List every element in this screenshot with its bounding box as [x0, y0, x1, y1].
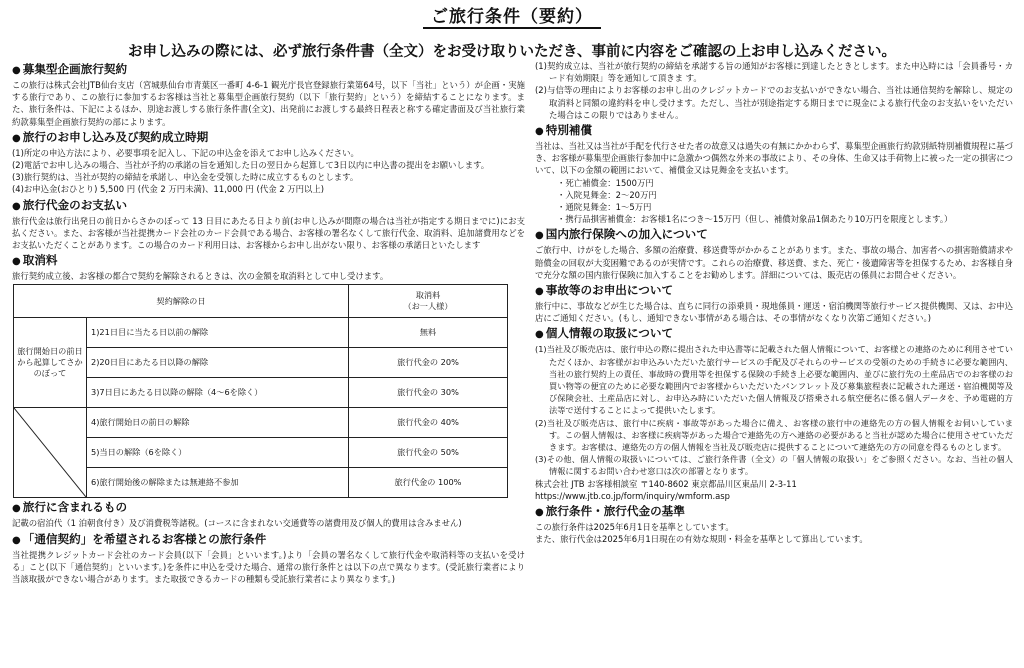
heading-text: 旅行代金のお支払い — [22, 197, 128, 212]
payment-body: 旅行代金は旅行出発日の前日からさかのぼって 13 日目にあたる日より前(お申し込みが間際の場合は当社が指定する期日までに)にお支払ください。また、お客様が当社提携カード会社のカード会員である場合、お客様の署名なくして旅行代金、取消料、追加諸費用などをお支払いただくことがあります。この場合のカード利用日は、お客様からお申し出がない限り、お客様の承諾日といたします — [12, 215, 525, 251]
section-heading-contract — [12, 62, 525, 78]
bullet-icon: ● — [12, 503, 21, 515]
table-cell-fee: 旅行代金の 40% — [349, 408, 508, 438]
list-item: (2)当社及び販売店は、旅行中に疾病・事故等があった場合に備え、お客様の旅行中の連絡先の方の個人情報をお伺いしています。この個人情報は、お客様に疾病等があった場合で連絡先の方へ連絡の必要があると当社が認めた場合に使用させていただきます。お客様は、連絡先の方の個人情報を当社及び販売店に提供することについて連絡先の方の同意を得るものとします。 — [535, 417, 1013, 453]
table-cell-when: 3)7日目にあたる日以降の解除（4～6を除く） — [87, 378, 349, 408]
table-cell-fee: 旅行代金の 100% — [349, 468, 508, 498]
telecom-contract-body: 当社提携クレジットカード会社のカード会員(以下「会員」といいます。)より「会員の署名なくして旅行代金や取消料等の支払いを受ける」こと(以下「通信契約」といいます。)を条件に申込を受けた場合、通常の旅行条件とは以下の点で異なります。(受託旅行業者により当該取扱ができない場合があります。また取扱できるカードの種類も受託旅行業者により異なります。) — [12, 549, 525, 585]
section-heading-accident — [535, 283, 1013, 299]
table-header-row — [14, 285, 508, 318]
diagonal-line — [14, 408, 86, 497]
table-row — [14, 378, 508, 408]
cancellation-body: 旅行契約成立後、お客様の都合で契約を解除されるときは、次の金額を取消料として申し受けます。 — [12, 271, 389, 282]
bullet-icon: ● — [535, 329, 544, 341]
heading-text: 募集型企画旅行契約 — [22, 62, 128, 76]
notice-banner: お申し込みの際には、必ず旅行条件書（全文）をお受け取りいただき、事前に内容をご確認の上お申し込みください。 — [128, 44, 896, 60]
table-cell-when: 6)旅行開始後の解除または無連絡不参加 — [87, 468, 349, 498]
heading-text: 事故等のお申出について — [545, 283, 674, 298]
company-contact: 株式会社 JTB お客様相談室 〒140-8602 東京都品川区東品川 2-3-11 — [535, 478, 797, 489]
heading-text: 個人情報の取扱について — [545, 326, 674, 341]
heading-text: 「通信契約」を希望されるお客様との旅行条件 — [22, 531, 267, 546]
list-item: (1)当社及び販売店は、旅行申込の際に提出された申込書等に記載された個人情報について、お客様との連絡のために利用させていただくほか、お客様がお申込みいただいた旅行サービスの手配及びそれらのサービスの受領のための手続きに必要な範囲内、当社の旅行契約上の責任、事故時の費用等を担保する保険の手続き上必要な範囲内、並びに旅行先の土産品店でのお客様のお買い物等の便宜のために必要な範囲内でお客様からいただいたパンフレット及び募集旅程表に記載された運送・宿泊機関等及び保険会社、土産品店に対し、お申込み時にいただいた個人情報及び搭乗される航空便名に係る個人データを、予め電磁的方法等で送付することによって提供いたします。 — [535, 344, 1013, 416]
section-heading-payment — [12, 198, 525, 214]
table-side-label: 旅行開始日の前日から起算してさかのぼって — [14, 318, 87, 408]
section-heading-privacy — [535, 326, 1013, 342]
page-title — [0, 2, 1024, 27]
fee-header-line1: 取消料 — [415, 290, 441, 301]
heading-text: 旅行に含まれるもの — [22, 500, 128, 515]
bullet-icon: ● — [535, 126, 544, 138]
cancellation-table — [13, 284, 508, 498]
inquiry-url: https://www.jtb.co.jp/form/inquiry/wmform.asp — [535, 490, 730, 501]
special-compensation-body: 当社は、当社又は当社が手配を代行させた者の故意又は過失の有無にかかわらず、募集型企画旅行約款別紙特別補償規程に基づき、お客様が募集型企画旅行参加中に急激かつ偶然な外来の事故により、その身体、生命又は手荷物上に被った一定の損害について、以下の金額の範囲において、補償金又は見舞金を支払います。 — [535, 141, 1013, 176]
section-heading-included — [12, 500, 525, 516]
contract-body: この旅行は株式会社JTB仙台支店（宮城県仙台市青葉区一番町 4-6-1 観光庁長官登録旅行業第64号，以下「当社」という）が企画・実施する旅行であり、この旅行に参加するお客様は当社と募集型企画旅行契約（以下「旅行契約」という）を締結することになります。また、旅行条件は、下記によるほか、別途お渡しする旅行条件書(全文)、出発前にお渡しする最終日程表と称する確定書面及び当社旅行業約款募集型企画旅行契約の部によります。 — [12, 80, 525, 127]
included-body: 記載の宿泊代（1 泊朝食付き）及び消費税等諸税。(コースに含まれない交通費等の諸費用及び個人的費用は含みません) — [12, 518, 462, 529]
heading-text: 旅行のお申し込み及び契約成立時期 — [22, 129, 209, 144]
bullet-icon: ● — [535, 507, 544, 519]
section-heading-basis — [535, 504, 1013, 520]
list-item: (4)お申込金(おひとり) 5,500 円 (代金 2 万円未満)、11,000 円 (代金 2 万円以上) — [12, 184, 324, 195]
heading-text: 特別補償 — [545, 123, 593, 138]
insurance-body: ご旅行中、けがをした場合、多額の治療費、移送費等がかかることがあります。また、事故の場合、加害者への損害賠償請求や賠償金の回収が大変困難であるのが実情です。これらの治療費、移送費、また、死亡・後遺障害等を担保するため、お客様自身で充分な額の国内旅行保険に加入することをお勧めします。詳細については、販売店の係員にお問合せください。 — [535, 245, 1013, 280]
list-item: ・通院見舞金：1～5万円 — [557, 202, 652, 213]
section-heading-cancellation — [12, 253, 525, 269]
bullet-icon: ● — [535, 230, 544, 242]
bullet-icon: ● — [12, 65, 21, 76]
heading-text: 国内旅行保険への加入について — [545, 227, 708, 242]
table-row — [14, 468, 508, 498]
bullet-icon: ● — [12, 200, 21, 212]
table-cell-fee: 無料 — [349, 318, 508, 348]
table-diagonal-cell — [14, 408, 87, 498]
heading-text: 旅行条件・旅行代金の基準 — [545, 504, 685, 519]
table-header-fee — [349, 285, 508, 318]
list-item: この旅行条件は2025年6月1日を基準としています。 — [535, 522, 734, 533]
list-item: (3)その他、個人情報の取扱いについては、ご旅行条件書（全文）の「個人情報の取扱い」をご参照ください。なお、当社の個人情報に関するお問い合わせ窓口は次の部署となります。 — [535, 454, 1013, 477]
bullet-icon: ● — [12, 534, 21, 546]
list-item: (2)与信等の理由によりお客様のお申し出のクレジットカードでのお支払いができない場合、当社は通信契約を解除し、規定の取消料と同額の違約料を申し受けます。ただし、当社が別途指定する期日までに現金による旅行代金のお支払いをいただいた場合はこの限りではありません。 — [535, 85, 1013, 120]
left-column — [12, 60, 525, 585]
section-heading-insurance — [535, 227, 1013, 243]
table-row — [14, 438, 508, 468]
list-item: (1)契約成立は、当社が旅行契約の締結を承諾する旨の通知がお客様に到達したときとします。また申込時には「会員番号・カード有効期限」等を通知して頂きま す。 — [535, 61, 1013, 84]
right-column — [535, 60, 1013, 546]
table-header-when: 契約解除の日 — [14, 285, 349, 318]
bullet-icon: ● — [12, 256, 21, 268]
list-item: また、旅行代金は2025年6月1日現在の有効な規則・料金を基準として算出しています。 — [535, 534, 868, 545]
table-row — [14, 408, 508, 438]
fee-header-line2: （お一人様） — [403, 301, 453, 312]
accident-body: 旅行中に、事故などが生じた場合は、直ちに同行の添乗員・現地係員・運送・宿泊機関等旅行サービス提供機関、又は、お申込店にご通知ください。(もし、通知できない事情がある場合は、その事情がなくなり次第ご通知ください。) — [535, 301, 1013, 324]
list-item: (2)電話でお申し込みの場合、当社が予約の承諾の旨を通知した日の翌日から起算して3日以内に申込書の提出をお願いします。 — [12, 160, 490, 171]
list-item: ・携行品損害補償金：お客様1名につき～15万円（但し、補償対象品1個あたり10万円を限度とします。） — [557, 214, 953, 225]
table-row — [14, 348, 508, 378]
heading-text: 取消料 — [22, 253, 58, 268]
table-cell-when: 1)21日目に当たる日以前の解除 — [87, 318, 349, 348]
list-item: (3)旅行契約は、当社が契約の締結を承諾し、申込金を受領した時に成立するものとします。 — [12, 172, 359, 183]
bullet-icon: ● — [12, 132, 21, 144]
bullet-icon: ● — [535, 286, 544, 298]
list-item: (1)所定の申込方法により、必要事項を記入し、下記の申込金を添えてお申し込みください。 — [12, 147, 359, 158]
table-cell-fee: 旅行代金の 30% — [349, 378, 508, 408]
table-cell-fee: 旅行代金の 50% — [349, 438, 508, 468]
page-title-text: ご旅行条件（要約） — [423, 7, 601, 29]
table-cell-when: 2)20日目にあたる日以降の解除 — [87, 348, 349, 378]
section-heading-application — [12, 130, 525, 146]
table-cell-when: 5)当日の解除（6を除く） — [87, 438, 349, 468]
table-cell-when: 4)旅行開始日の前日の解除 — [87, 408, 349, 438]
section-heading-special-compensation — [535, 123, 1013, 139]
list-item: ・死亡補償金：1500万円 — [557, 177, 654, 188]
table-row — [14, 318, 508, 348]
section-heading-telecom-contract — [12, 532, 525, 548]
table-cell-fee: 旅行代金の 20% — [349, 348, 508, 378]
list-item: ・入院見舞金：2～20万円 — [557, 189, 657, 200]
